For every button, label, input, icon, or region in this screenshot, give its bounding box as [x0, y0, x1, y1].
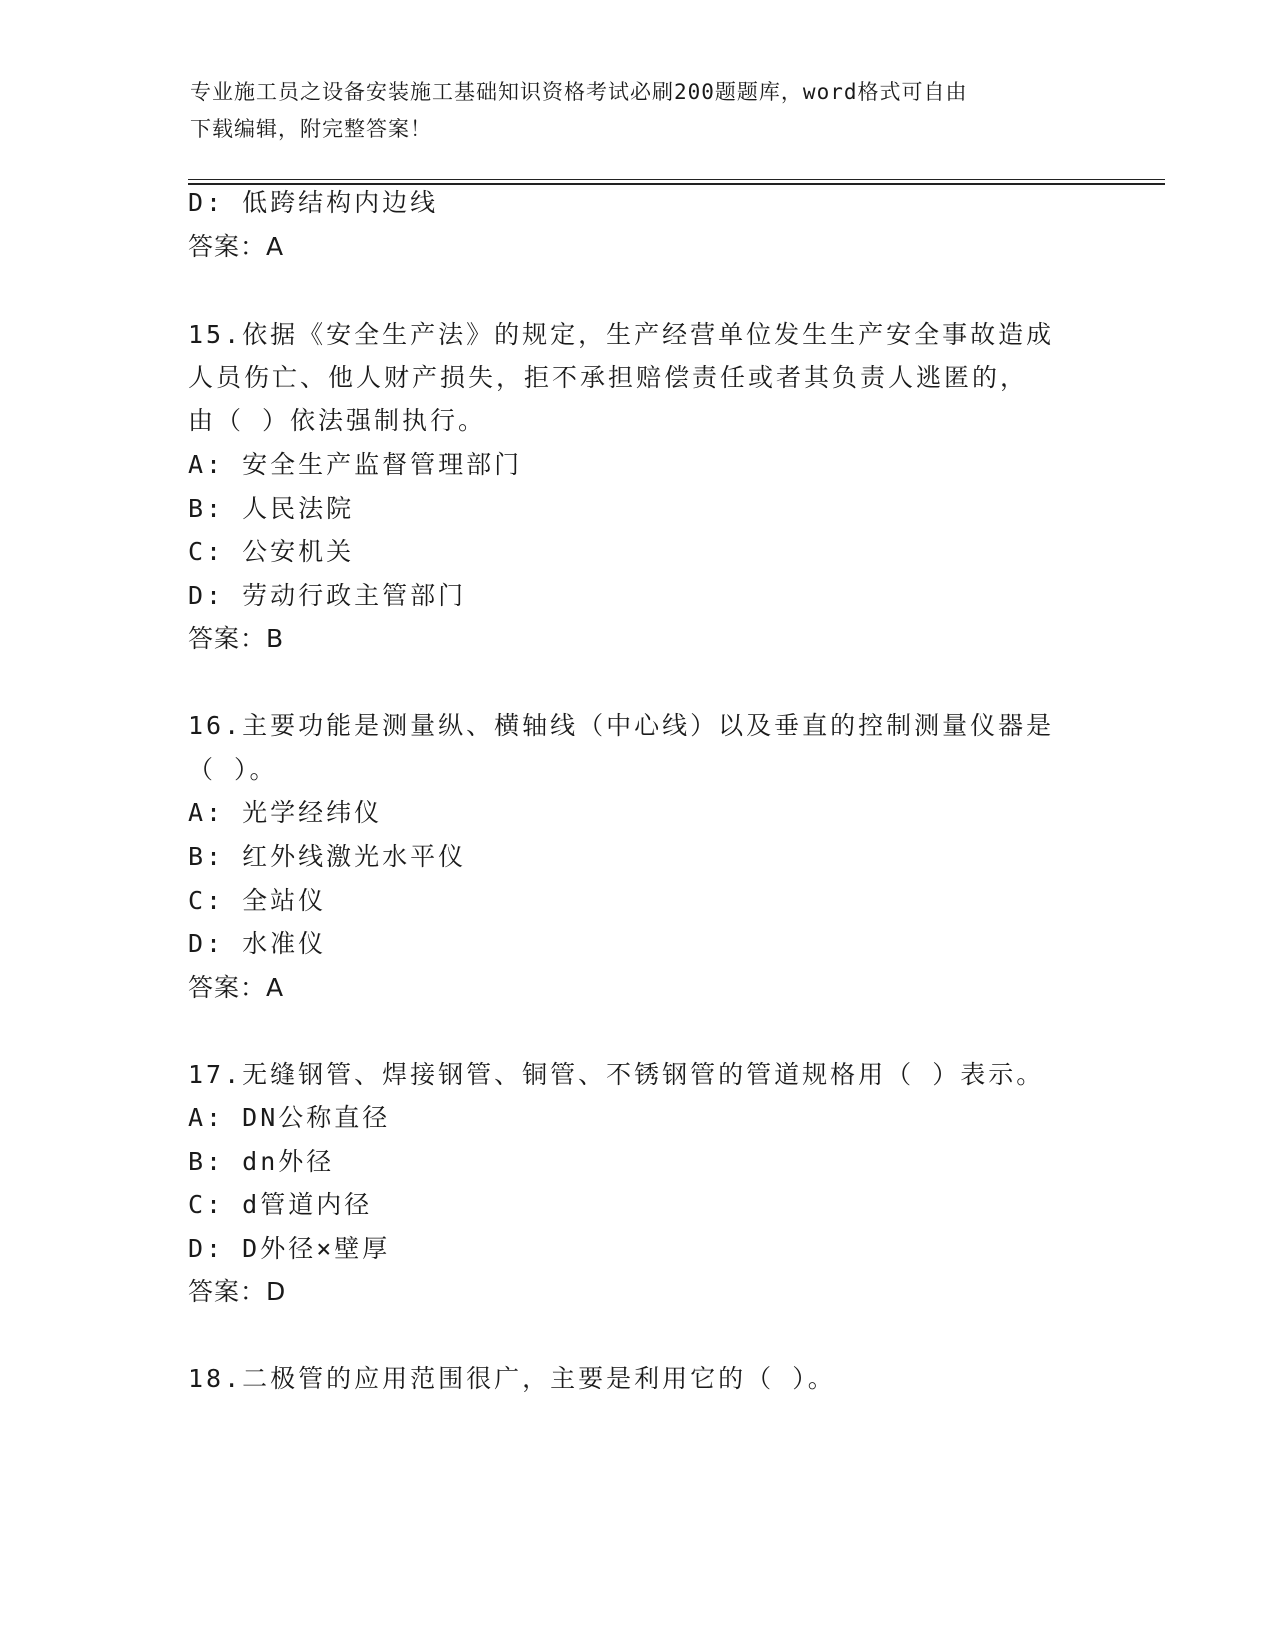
- q15-option-d: D: 劳动行政主管部门: [188, 581, 467, 610]
- q15-answer: 答案：B: [188, 624, 285, 653]
- header-divider-thin: [188, 179, 1165, 180]
- document-header: [190, 74, 1090, 148]
- q15-stem-line-2: 人员伤亡、他人财产损失，拒不承担赔偿责任或者其负责人逃匿的，: [188, 363, 1029, 392]
- q16-option-a: A: 光学经纬仪: [188, 798, 383, 827]
- q17-stem-line-1: 17.无缝钢管、焊接钢管、铜管、不锈钢管的管道规格用（ ）表示。: [188, 1060, 1045, 1089]
- q16-answer: 答案：A: [188, 973, 285, 1002]
- q16-option-d: D: 水准仪: [188, 929, 327, 958]
- header-title-line-1: 专业施工员之设备安装施工基础知识资格考试必刷200题题库，word格式可自由: [190, 80, 968, 104]
- q16-stem-line-2: （ ）。: [188, 755, 278, 784]
- q17-answer: 答案：D: [188, 1277, 287, 1306]
- q17-option-d: D: D外径×壁厚: [188, 1234, 391, 1263]
- q15-option-a: A: 安全生产监督管理部门: [188, 450, 523, 479]
- q15-option-c: C: 公安机关: [188, 537, 355, 566]
- q16-option-b: B: 红外线激光水平仪: [188, 842, 467, 871]
- q15-stem-line-1: 15.依据《安全生产法》的规定，生产经营单位发生生产安全事故造成: [188, 320, 1055, 349]
- q14-option-d: D: 低跨结构内边线: [188, 188, 439, 217]
- q16-stem-line-1: 16.主要功能是测量纵、横轴线（中心线）以及垂直的控制测量仪器是: [188, 711, 1055, 740]
- q15-stem-line-3: 由（ ）依法强制执行。: [188, 406, 487, 435]
- q17-option-b: B: dn外径: [188, 1147, 335, 1176]
- header-title-line-2: 下载编辑，附完整答案！: [190, 117, 432, 141]
- q17-option-a: A: DN公称直径: [188, 1103, 391, 1132]
- header-divider-thick: [188, 183, 1165, 185]
- q18-stem-line-1: 18.二极管的应用范围很广，主要是利用它的（ ）。: [188, 1364, 836, 1393]
- q15-option-b: B: 人民法院: [188, 494, 355, 523]
- q16-option-c: C: 全站仪: [188, 886, 327, 915]
- q17-option-c: C: d管道内径: [188, 1190, 373, 1219]
- q14-answer: 答案：A: [188, 232, 285, 261]
